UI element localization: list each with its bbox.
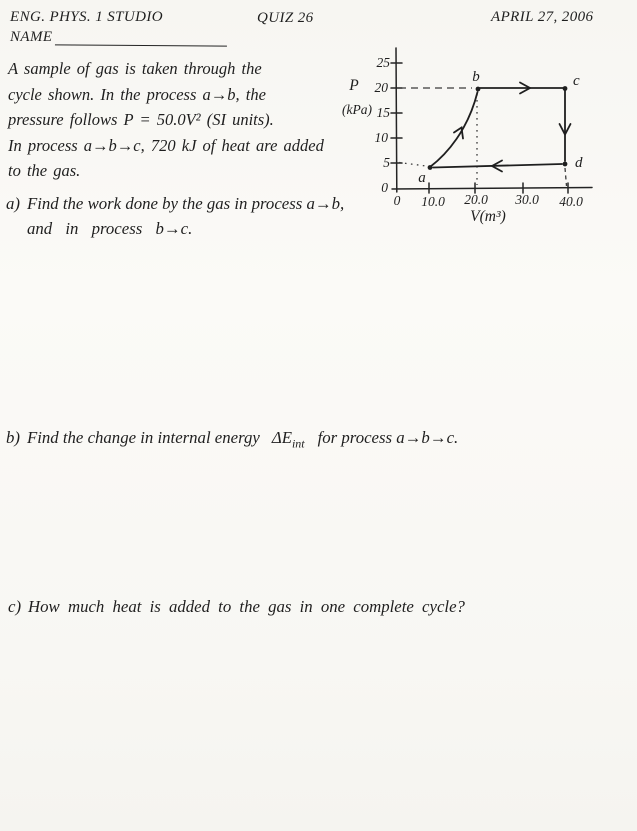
point-c (563, 86, 568, 91)
question-b (6, 428, 458, 451)
question-a-text-1: Find the work done by the gas in process a→b, (26, 194, 345, 213)
point-label-a: a (418, 170, 426, 186)
point-label-c: c (573, 73, 580, 89)
point-label-b: b (472, 69, 480, 85)
name-blank-line (55, 30, 227, 46)
problem-line-3: pressure follows P = 50.0V² (SI units). (8, 110, 274, 129)
x-tick-20: 20.0 (464, 192, 488, 207)
y-tick-0: 0 (381, 180, 388, 195)
question-c-text: How much heat is added to the gas in one complete cycle? (28, 597, 465, 616)
delta-e-subscript: int (291, 436, 305, 451)
point-label-d: d (575, 155, 583, 171)
quiz-date: APRIL 27, 2006 (491, 9, 594, 25)
question-a-line-1 (6, 194, 344, 214)
point-b (476, 87, 481, 92)
y-tick-20: 20 (374, 80, 388, 95)
process-a-to-b-curve (430, 92, 478, 167)
point-a (428, 165, 433, 170)
pv-diagram (330, 40, 637, 240)
question-c-label: c) (8, 597, 22, 616)
process-d-to-a-line (433, 164, 562, 168)
delta-e-text: ΔE (271, 428, 292, 447)
course-title: ENG. PHYS. 1 STUDIO (10, 9, 164, 25)
y-axis-label-p: P (349, 77, 359, 94)
question-b-suffix: for process a→b→c. (317, 428, 459, 447)
state-points (428, 86, 568, 170)
quiz-title: QUIZ 26 (257, 10, 314, 26)
y-axis (396, 48, 397, 192)
name-row (10, 29, 227, 46)
problem-line-1: A sample of gas is taken through the (8, 59, 262, 78)
point-d (563, 162, 568, 167)
x-tick-0: 0 (393, 193, 401, 208)
problem-line-5: to the gas. (8, 161, 81, 180)
cycle-path (430, 83, 571, 172)
x-axis-label: V(m³) (470, 208, 506, 225)
x-tick-10: 10.0 (421, 194, 445, 209)
delta-e-symbol (271, 428, 305, 451)
question-b-prefix: Find the change in internal energy (26, 428, 260, 447)
name-label: NAME (10, 29, 53, 45)
problem-line-4: In process a→b→c, 720 kJ of heat are added (8, 135, 324, 155)
x-axis (392, 188, 592, 190)
question-b-label: b) (6, 428, 20, 447)
question-a-label: a) (6, 194, 20, 213)
question-a (6, 194, 344, 239)
guide-dotted-v40 (565, 168, 567, 186)
y-axis-label-units: (kPa) (342, 102, 372, 117)
question-a-text-2: and in process b→c. (27, 219, 193, 238)
problem-statement (8, 56, 324, 184)
question-c (8, 597, 465, 617)
y-tick-15: 15 (376, 105, 390, 120)
x-tick-30: 30.0 (515, 192, 539, 207)
y-tick-5: 5 (383, 155, 390, 170)
problem-line-2: cycle shown. In the process a→b, the (8, 84, 266, 104)
y-tick-10: 10 (374, 130, 388, 145)
y-tick-25: 25 (376, 55, 390, 70)
x-tick-40: 40.0 (559, 194, 583, 209)
guide-dotted-p5 (399, 163, 426, 167)
